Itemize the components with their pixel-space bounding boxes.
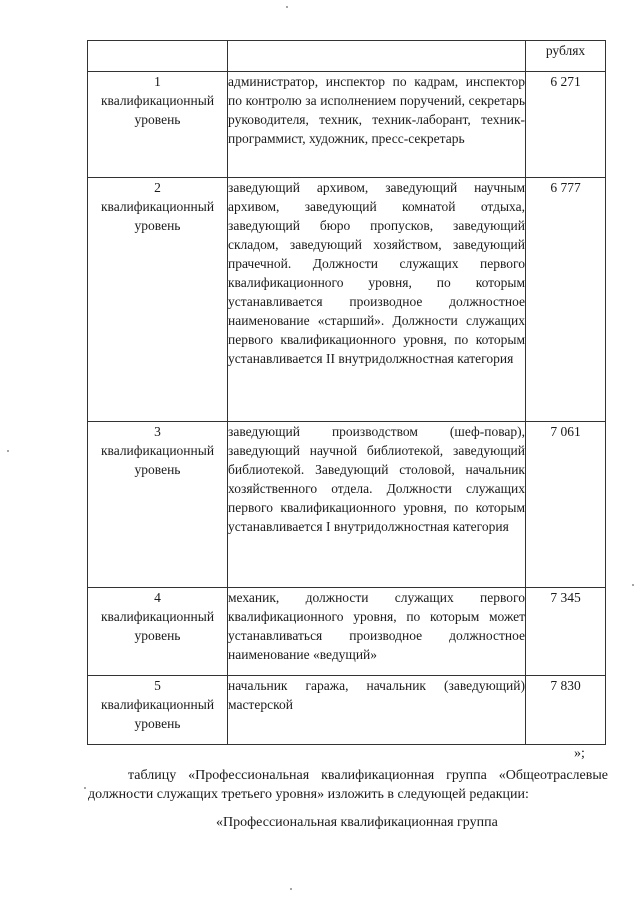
table-row <box>88 422 606 588</box>
salary-value: 7 345 <box>550 590 581 605</box>
description-cell <box>228 72 526 178</box>
salary-cell <box>526 422 606 588</box>
level-word: квалификационный <box>100 199 215 214</box>
level-cell <box>88 422 228 588</box>
salary-cell <box>526 178 606 422</box>
group-title-line: «Профессиональная квалификационная группа <box>216 815 498 830</box>
level-number: 2 <box>154 180 161 195</box>
description-cell <box>228 676 526 745</box>
salary-value: 6 271 <box>550 74 581 89</box>
level-word: квалификационный <box>100 443 215 458</box>
position-description: заведующий архивом, заведующий научным архивом, заведующий комнатой отдыха, заведующий бюро пропусков, заведующий складом, заведующий хозяйством, заведующий прачечной. Должности служащих первого квалификационного уровня, по которым устанавливается производное должностное наименование «старший». Должности служащих первого квалификационного уровня, по которым устанавливается II внутридолжностная категория <box>228 180 525 366</box>
amendment-paragraph: таблицу «Профессиональная квалификационная группа «Общеотраслевые должности служащих третьего уровня» изложить в следующей редакции: <box>88 768 608 802</box>
salary-value: 6 777 <box>550 180 581 195</box>
level-number: 5 <box>154 678 161 693</box>
level-number: 1 <box>154 74 161 89</box>
position-description: заведующий производством (шеф-повар), заведующий научной библиотекой, заведующий библиотекой. Заведующий столовой, начальник хозяйственного отдела. Должности служащих первого квалификационного уровня, по которым устанавливается I внутридолжностная категория <box>228 424 525 534</box>
level-word: квалификационный <box>100 609 215 624</box>
header-cell-empty-1 <box>88 41 228 72</box>
salary-value: 7 061 <box>550 424 581 439</box>
level-suffix: уровень <box>134 716 181 731</box>
level-cell <box>88 676 228 745</box>
level-suffix: уровень <box>134 628 181 643</box>
salary-cell <box>526 72 606 178</box>
salary-cell <box>526 676 606 745</box>
level-cell <box>88 72 228 178</box>
level-cell <box>88 588 228 676</box>
description-cell <box>228 178 526 422</box>
scan-speck <box>290 888 292 890</box>
header-cell-empty-2 <box>228 41 526 72</box>
position-description: механик, должности служащих первого квалификационного уровня, по которым может устанавливаться производное должностное наименование «ведущий» <box>228 590 525 662</box>
table-row <box>88 588 606 676</box>
level-number: 4 <box>154 590 161 605</box>
table-header-row <box>88 41 606 72</box>
table-row <box>88 178 606 422</box>
scan-speck <box>7 450 9 452</box>
description-cell <box>228 588 526 676</box>
level-suffix: уровень <box>134 462 181 477</box>
scan-speck <box>286 6 288 8</box>
scan-speck <box>84 787 86 789</box>
level-cell <box>88 178 228 422</box>
description-cell <box>228 422 526 588</box>
level-number: 3 <box>154 424 161 439</box>
table-row <box>88 676 606 745</box>
position-description: администратор, инспектор по кадрам, инспектор по контролю за исполнением поручений, секретарь руководителя, техник, техник-лаборант, техник-программист, художник, пресс-секретарь <box>228 74 525 146</box>
closing-quote-mark: »; <box>574 746 585 761</box>
scan-speck <box>632 584 634 586</box>
level-suffix: уровень <box>134 218 181 233</box>
salary-table <box>87 40 606 745</box>
level-suffix: уровень <box>134 112 181 127</box>
position-description: начальник гаража, начальник (заведующий) мастерской <box>228 678 525 712</box>
unit-header-label: рублях <box>545 43 586 58</box>
level-word: квалификационный <box>100 93 215 108</box>
salary-value: 7 830 <box>550 678 581 693</box>
unit-header-cell <box>526 41 606 72</box>
table-row <box>88 72 606 178</box>
salary-cell <box>526 588 606 676</box>
level-word: квалификационный <box>100 697 215 712</box>
